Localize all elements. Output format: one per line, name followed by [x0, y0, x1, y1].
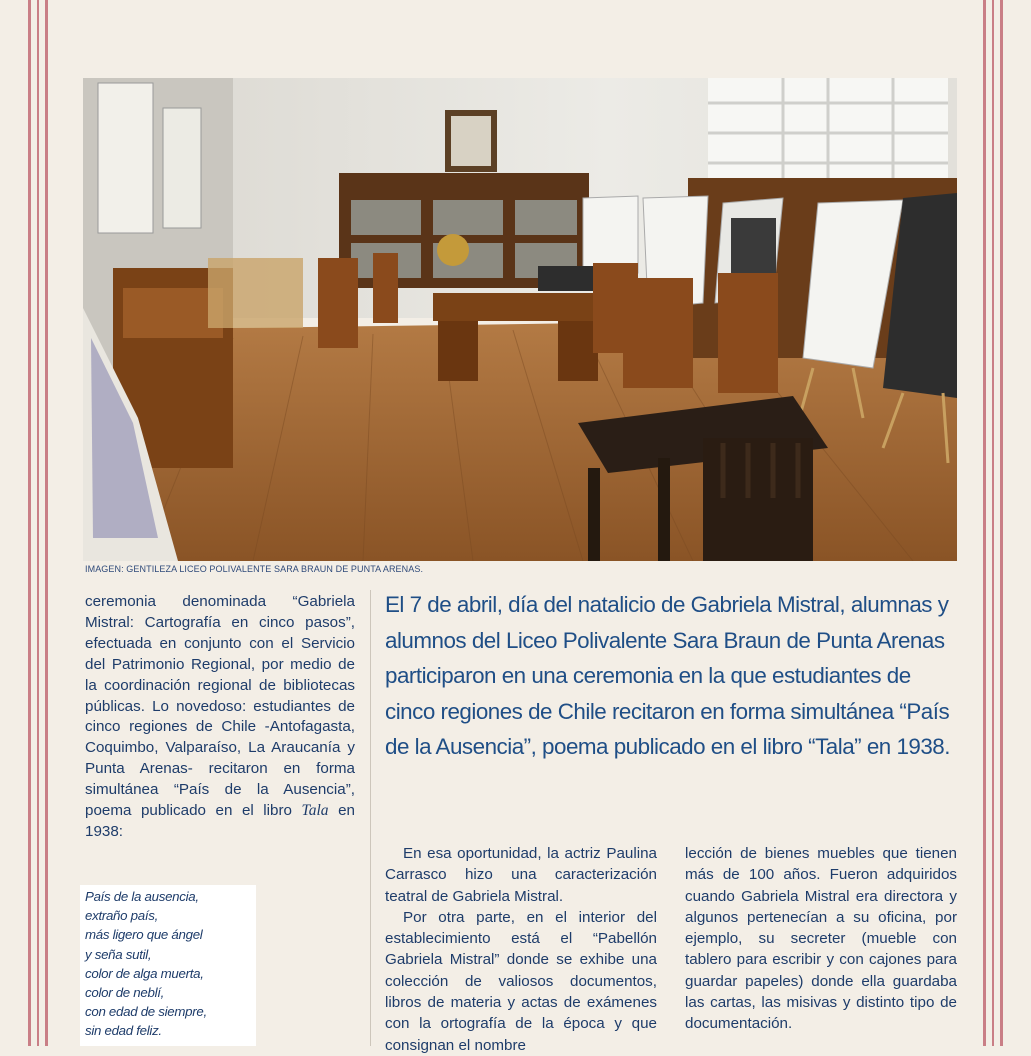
right-column	[685, 843, 957, 1035]
poem-line: y seña sutil,	[85, 946, 152, 962]
poem-line: color de alga muerta,	[85, 965, 204, 981]
column-divider	[370, 590, 371, 1046]
photo-caption: IMAGEN: GENTILEZA LICEO POLIVALENTE SARA BRAUN DE PUNTA ARENAS.	[85, 564, 424, 574]
middle-column	[385, 843, 657, 1056]
poem-line: con edad de siempre,	[85, 1004, 207, 1020]
left-paragraph: ceremonia denominada “Gabriela Mistral: Cartografía en cinco pasos”, efectuada en conjunto con el Servicio del Patrimonio Regional, por medio de la coordinación regional de bibliotecas públicas. Lo novedoso: estudiantes de cinco regiones de Chile -Antofagasta, Coquimbo, Valparaíso, La Araucanía y Punta Arenas- recitaron en forma simultánea “País de la Ausencia”, poema publicado en el libro Tala en 1938:	[85, 593, 355, 840]
poem-line: País de la ausencia,	[85, 889, 199, 904]
poem-line: sin edad feliz.	[85, 1023, 162, 1039]
left-column	[85, 592, 355, 843]
poem-box	[80, 885, 256, 1046]
lead-paragraph: El 7 de abril, día del natalicio de Gabriela Mistral, alumnas y alumnos del Liceo Polivalente Sara Braun de Punta Arenas participaron en una ceremonia en la que estudiantes de cinco regiones de Chile recitaron en forma simultánea “País de la Ausencia”, poema publicado en el libro “Tala” en 1938.	[385, 592, 950, 760]
pavilion-photo	[83, 78, 957, 561]
poem-line: color de neblí,	[85, 985, 165, 1001]
right-decorative-border	[983, 0, 1009, 1046]
poem-line: más ligero que ángel	[85, 927, 203, 943]
middle-paragraph-1: En esa oportunidad, la actriz Paulina Carrasco hizo una caracterización teatral de Gabriela Mistral.	[385, 845, 657, 905]
poem-line: extraño país,	[85, 908, 158, 924]
book-title: Tala	[301, 802, 329, 820]
right-paragraph-1: lección de bienes muebles que tienen más de 100 años. Fueron adquiridos cuando Gabriela Mistral era directora y algunos pertenecían a su oficina, por ejemplo, su secreter (mueble con tablero para escribir y con cajones para guardar papeles) donde ella guardaba las cartas, las misivas y distinto tipo de documentación.	[685, 845, 957, 1033]
left-decorative-border	[28, 0, 54, 1046]
middle-paragraph-2: Por otra parte, en el interior del establecimiento está el “Pabellón Gabriela Mistral” donde se exhibe una colección de valiosos documentos, libros de materia y actas de exámenes con la ortografía de la época y que consignan el nombre	[385, 908, 657, 1054]
